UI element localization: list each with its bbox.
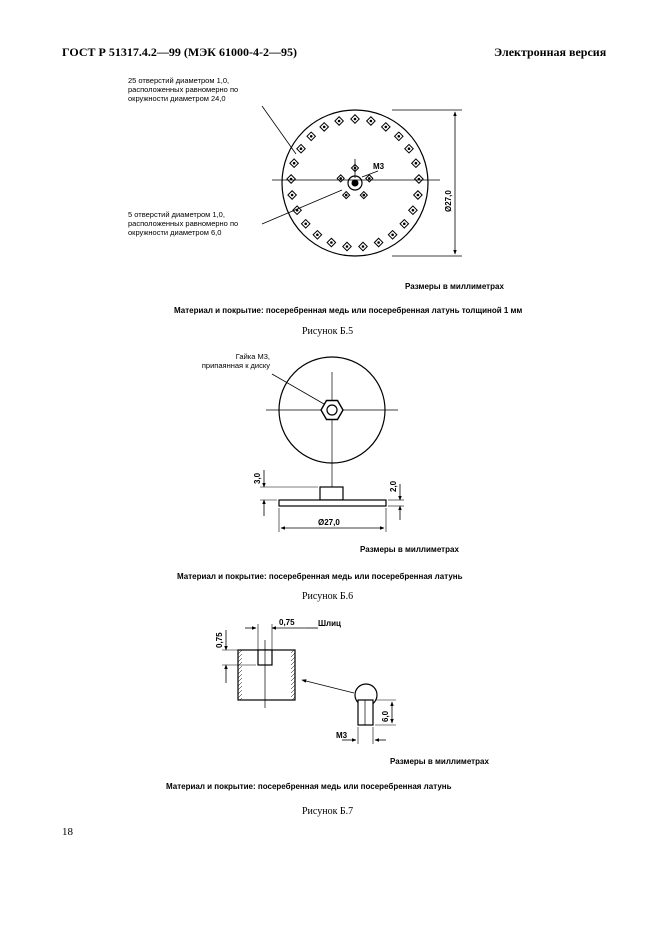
screw-knurl-right	[291, 650, 295, 700]
figure-7-dimensions-note: Размеры в миллиметрах	[390, 757, 489, 766]
leader-outer-holes	[262, 106, 296, 154]
label-width: 0,75	[279, 618, 295, 627]
figure-6-material: Материал и покрытие: посеребренная медь или посеребренная латунь	[177, 572, 463, 581]
label-slot: Шлиц	[318, 619, 341, 628]
outer-hole-center	[293, 162, 296, 165]
outer-hole-center	[403, 223, 406, 226]
outer-hole-center	[362, 245, 365, 248]
label-depth: 0,75	[215, 632, 224, 648]
page-number: 18	[62, 826, 73, 838]
outer-hole-center	[310, 135, 313, 138]
figure-5-drawing	[262, 106, 462, 256]
label-thickness: 2,0	[389, 480, 398, 492]
center-nut-inner	[352, 180, 359, 187]
label-thread: М3	[336, 731, 348, 740]
outer-hole-center	[304, 223, 307, 226]
outer-hole-center	[338, 120, 341, 123]
figure-5-caption: Рисунок Б.5	[302, 326, 354, 337]
outer-hole-center	[415, 162, 418, 165]
detail-arrow	[302, 680, 354, 693]
screw-knurl-left	[238, 650, 242, 700]
outer-hole-center	[346, 245, 349, 248]
outer-hole-center	[300, 147, 303, 150]
figure-6-drawing	[253, 357, 404, 532]
figure-5-dimensions-note: Размеры в миллиметрах	[405, 282, 504, 291]
document-header-edition: Электронная версия	[494, 45, 607, 59]
label-diameter-b6: Ø27,0	[318, 518, 340, 527]
disk-side-view	[279, 500, 386, 506]
outer-hole-center	[316, 234, 319, 237]
outer-hole-center	[370, 120, 373, 123]
outer-hole-center	[408, 147, 411, 150]
outer-hole-center	[377, 241, 380, 244]
inner-hole-center	[339, 177, 342, 180]
outer-hole-center	[330, 241, 333, 244]
figure-7-material: Материал и покрытие: посеребренная медь или посеребренная латунь	[166, 782, 452, 791]
document-header-standard: ГОСТ Р 51317.4.2—99 (МЭК 61000-4-2—95)	[62, 45, 297, 59]
outer-hole-center	[323, 126, 326, 129]
note-nut: Гайка М3, припаянная к диску	[201, 352, 270, 370]
figure-7-drawing	[215, 618, 396, 744]
figure-6-dimensions-note: Размеры в миллиметрах	[360, 545, 459, 554]
outer-hole-center	[417, 194, 420, 197]
label-m3: М3	[373, 162, 385, 171]
outer-hole-center	[385, 126, 388, 129]
figure-6-caption: Рисунок Б.6	[302, 591, 354, 602]
inner-hole-center	[345, 194, 348, 197]
outer-hole-center	[398, 135, 401, 138]
inner-hole-center	[368, 177, 371, 180]
label-height: 3,0	[253, 472, 262, 484]
note-25-holes: 25 отверстий диаметром 1,0, расположенных равномерно по окружности диаметром 24,0	[128, 76, 239, 103]
nut-hexagon	[321, 401, 343, 420]
figure-5-material: Материал и покрытие: посеребренная медь или посеребренная латунь толщиной 1 мм	[174, 306, 523, 315]
note-5-holes: 5 отверстий диаметром 1,0, расположенных равномерно по окружности диаметром 6,0	[128, 210, 239, 237]
outer-hole-center	[412, 209, 415, 212]
leader-inner-holes	[262, 190, 342, 224]
label-diameter-b5: Ø27,0	[444, 190, 453, 212]
inner-hole-center	[363, 194, 366, 197]
figure-7-caption: Рисунок Б.7	[302, 806, 354, 817]
outer-hole-center	[354, 118, 357, 121]
label-length: 6,0	[381, 710, 390, 722]
screw-detail-shank	[358, 700, 373, 725]
nut-side-view	[320, 487, 343, 500]
outer-hole-center	[391, 234, 394, 237]
outer-hole-center	[291, 194, 294, 197]
